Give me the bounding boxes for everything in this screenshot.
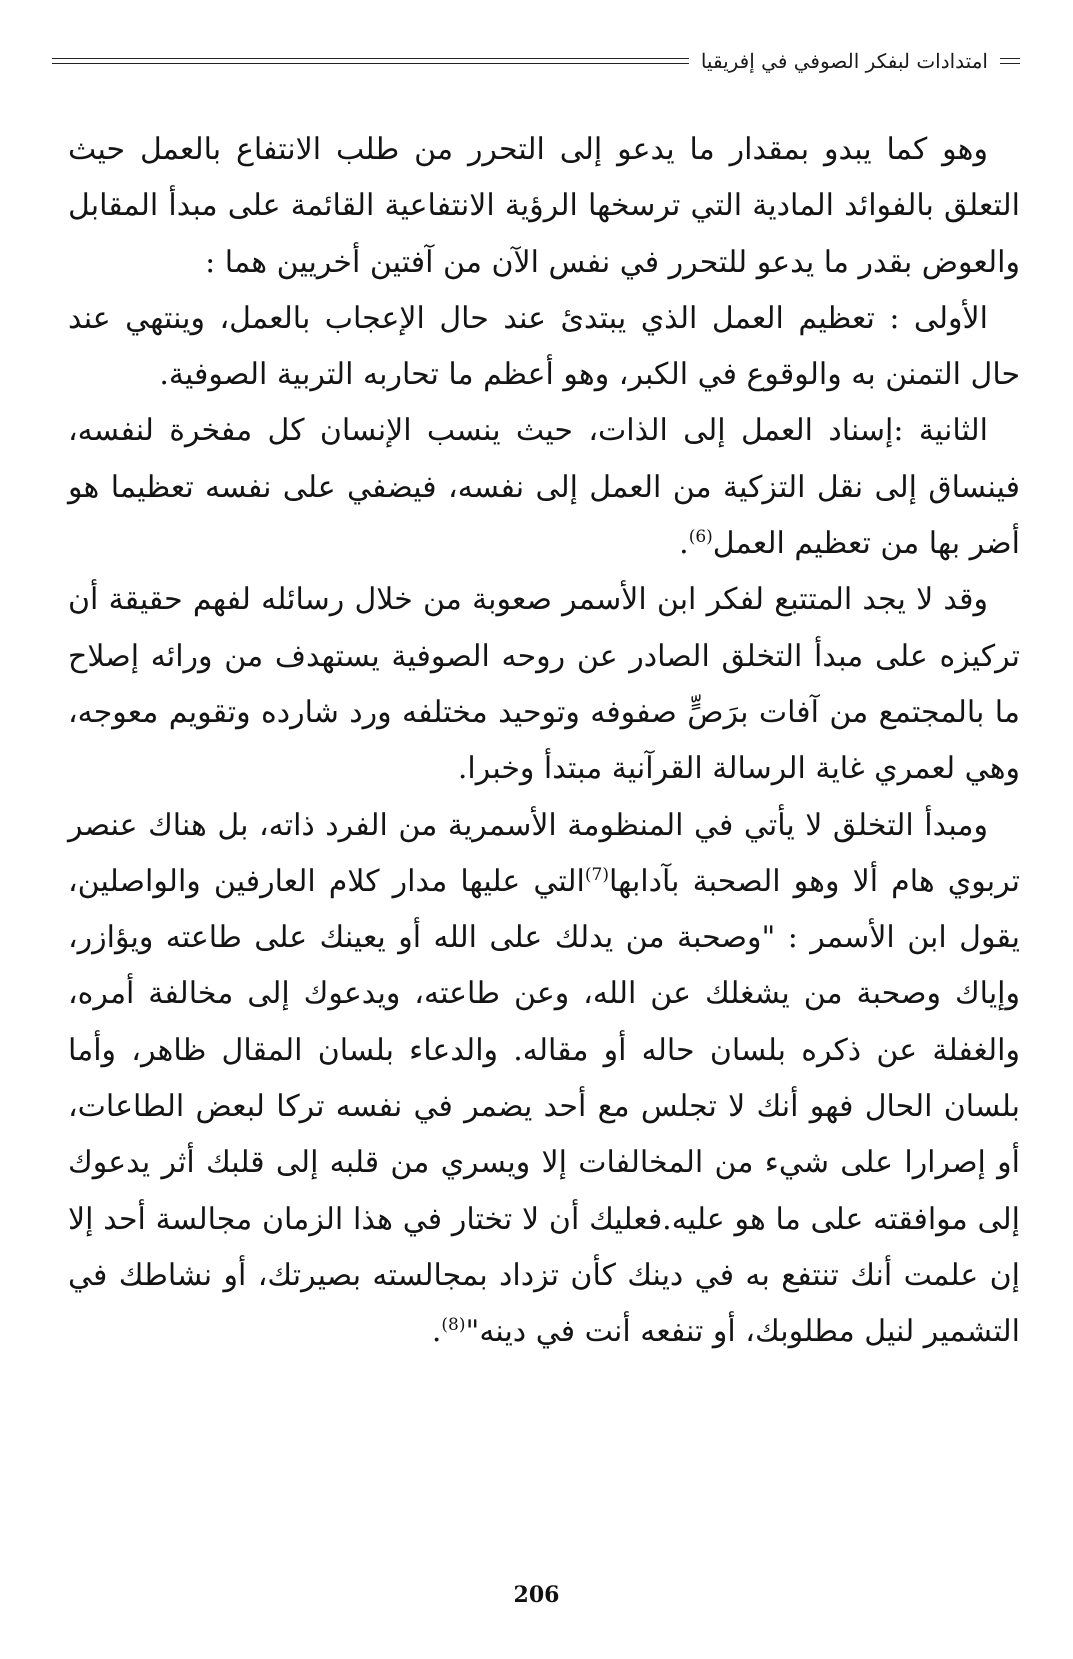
paragraph-2: الأولى : تعظيم العمل الذي يبتدئ عند حال الإعجاب بالعمل، وينتهي عند حال التمنن به والوقوع في الكبر، وهو أعظم ما تحاربه التربية الصوفية. xyxy=(68,300,1020,393)
paragraph-5-end: . xyxy=(431,1314,442,1350)
body-text xyxy=(68,122,1020,1361)
header-rule-right xyxy=(1000,58,1020,64)
paragraph-3-end: . xyxy=(679,526,689,562)
header-rule-left xyxy=(52,58,689,64)
footnote-ref-7: (7) xyxy=(584,864,609,885)
paragraph-3-text: الثانية :إسناد العمل إلى الذات، حيث ينسب الإنسان كل مفخرة لنفسه، فينساق إلى نقل التزكية من العمل إلى نفسه، فيضفي على نفسه تعظيما هو أضر بها من تعظيم العمل xyxy=(68,413,1020,562)
footnote-ref-8: (8) xyxy=(441,1315,466,1336)
header-title: امتدادات لبفكر الصوفي في إفريقيا xyxy=(700,49,988,73)
paragraph-5-text-2: التي عليها مدار كلام العارفين والواصلين، يقول ابن الأسمر : "وصحبة من يدلك على الله أو يعينك على طاعته ويؤازر، وإياك وصحبة من يشغلك عن الله، وعن طاعته، ويدعوك إلى مخالفة أمره، والغفلة عن ذكره بلسان حاله أو مقاله. والدعاء بلسان المقال ظاهر، وأما بلسان الحال فهو أنك لا تجلس مع أحد يضمر في نفسه تركا لبعض الطاعات، أو إصرارا على شيء من المخالفات إلا ويسري من قلبه إلى قلبك أثر يدعوك إلى موافقته على ما هو عليه.فعليك أن لا تختار في هذا الزمان مجالسة أحد إلا إن علمت أنك تنتفع به في دينك كأن تزداد بمجالسته بصيرتك، أو نشاطك في التشمير لنيل مطلوبك، أو تنفعه أنت في دينه" xyxy=(68,863,1021,1350)
paragraph-3 xyxy=(68,403,1020,572)
running-header xyxy=(52,46,1020,76)
paragraph-1: وهو كما يبدو بمقدار ما يدعو إلى التحرر من طلب الانتفاع بالعمل حيث التعلق بالفوائد المادية التي ترسخها الرؤية الانتفاعية القائمة على مبدأ المقابل والعوض بقدر ما يدعو للتحرر في نفس الآن من آفتين أخريين هما : xyxy=(68,132,1020,280)
footnote-ref-6: (6) xyxy=(688,527,713,548)
paragraph-5-text-1: ومبدأ التخلق لا يأتي في المنظومة الأسمرية من الفرد ذاته، بل هناك عنصر تربوي هام ألا وهو الصحبة بآدابها xyxy=(68,807,1020,899)
paragraph-5 xyxy=(68,798,1020,1361)
paragraph-4: وقد لا يجد المتتبع لفكر ابن الأسمر صعوبة من خلال رسائله لفهم حقيقة أن تركيزه على مبدأ التخلق الصادر عن روحه الصوفية يستهدف من ورائه إصلاح ما بالمجتمع من آفات برَصٍّ صفوفه وتوحيد مختلفه ورد شارده وتقويم معوجه، وهي لعمري غاية الرسالة القرآنية مبتدأ وخبرا. xyxy=(68,582,1020,787)
page-number: 206 xyxy=(513,1582,560,1608)
